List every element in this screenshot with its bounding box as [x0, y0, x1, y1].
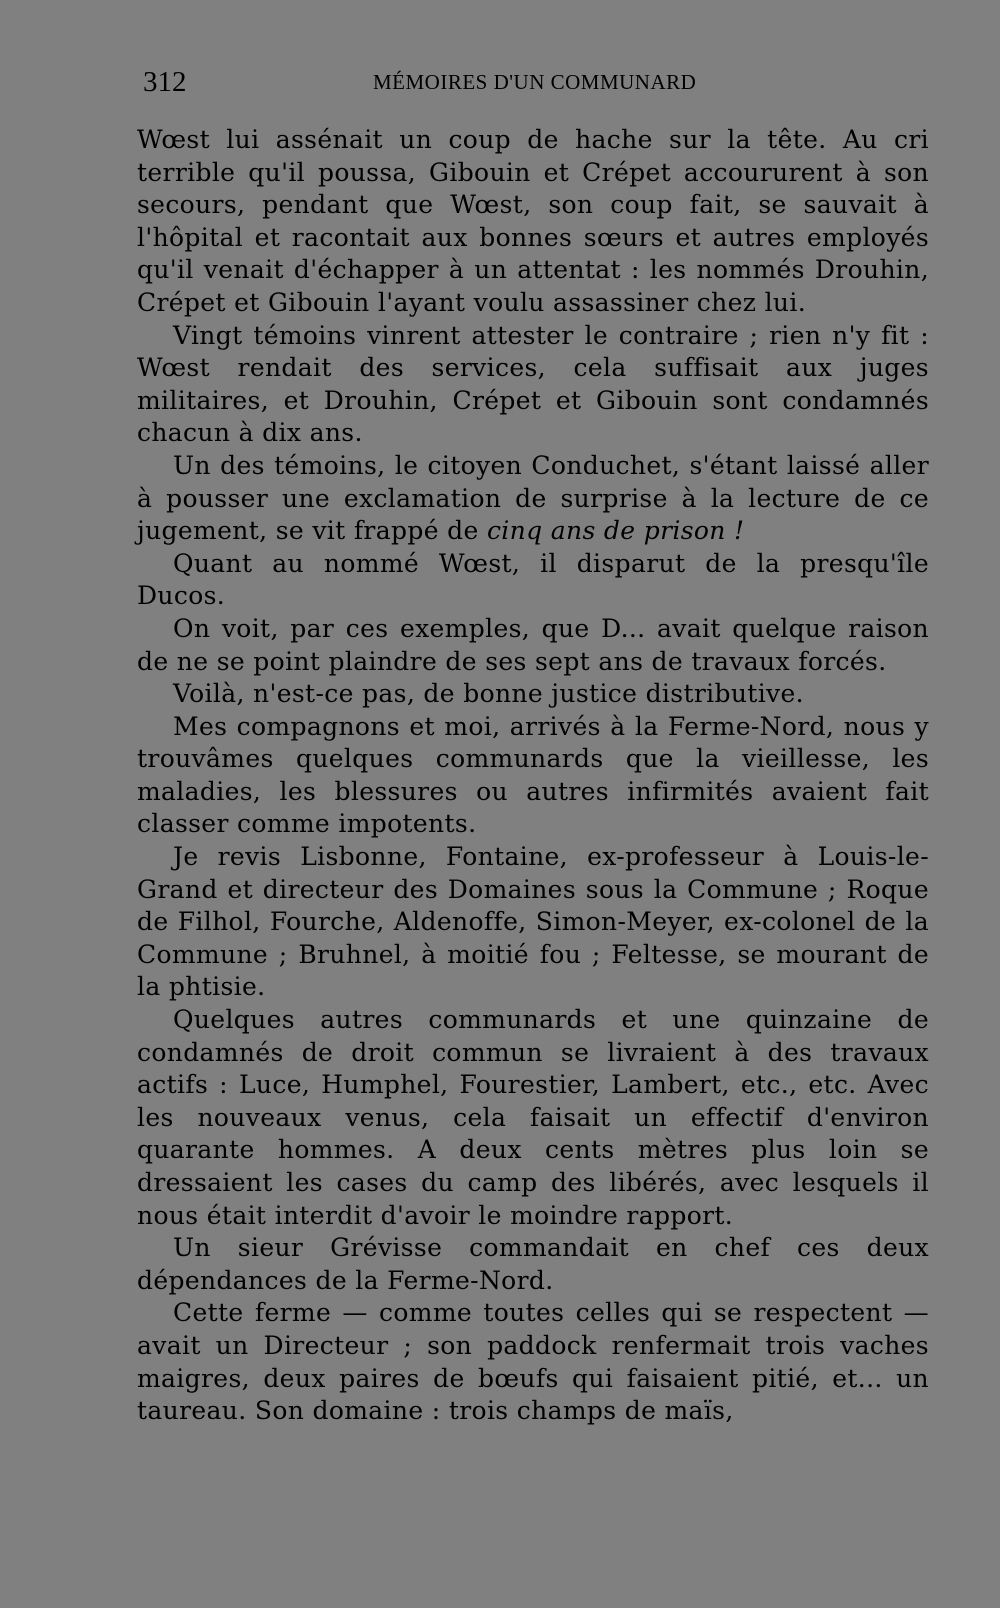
paragraph: Je revis Lisbonne, Fontaine, ex-professeur à Louis-le-Grand et directeur des Domaines sous la Commune ; Roque de Filhol, Fourche, Aldenoffe, Simon-Meyer, ex-colonel de la Commune ; Bruhnel, à moitié fou ; Feltesse, se mourant de la phtisie.	[137, 842, 929, 1002]
paragraph	[137, 450, 929, 548]
paragraph: Quant au nommé Wœst, il disparut de la presqu'île Ducos.	[137, 548, 929, 611]
italic-text: cinq ans de prison !	[486, 516, 745, 546]
page-number: 312	[143, 66, 187, 98]
running-title: MÉMOIRES D'UN COMMUNARD	[373, 70, 697, 94]
paragraph: Quelques autres communards et une quinzaine de condamnés de droit commun se livraient à des travaux actifs : Luce, Humphel, Fourestier, Lambert, etc., etc. Avec les nouveaux venus, cela faisait un effectif d'environ quarante hommes. A deux cents mètres plus loin se dressaient les cases du camp des libérés, avec lesquels il nous était interdit d'avoir le moindre rapport.	[137, 1005, 929, 1230]
paragraph: Wœst lui assénait un coup de hache sur la tête. Au cri terrible qu'il poussa, Gibouin et Crépet accoururent à son secours, pendant que Wœst, son coup fait, se sauvait à l'hôpital et racontait aux bonnes sœurs et autres employés qu'il venait d'échapper à un attentat : les nommés Drouhin, Crépet et Gibouin l'ayant voulu assassiner chez lui.	[137, 125, 929, 317]
paragraph: Cette ferme — comme toutes celles qui se respectent — avait un Directeur ; son paddock renfermait trois vaches maigres, deux paires de bœufs qui faisaient pitié, et... un taureau. Son domaine : trois champs de maïs,	[137, 1298, 929, 1426]
paragraph: Voilà, n'est-ce pas, de bonne justice distributive.	[173, 679, 804, 709]
paragraph-text: Un des témoins, le citoyen Conduchet, s'étant laissé aller à pousser une exclamation de surprise à la lecture de ce jugement, se vit frappé de	[137, 450, 929, 546]
page-header	[137, 60, 929, 104]
paragraph: Un sieur Grévisse commandait en chef ces deux dépendances de la Ferme-Nord.	[137, 1233, 929, 1295]
paragraph: Mes compagnons et moi, arrivés à la Ferme-Nord, nous y trouvâmes quelques communards que la vieillesse, les maladies, les blessures ou autres infirmités avaient fait classer comme impotents.	[137, 711, 929, 839]
body-text	[137, 124, 929, 1428]
paragraph: On voit, par ces exemples, que D... avait quelque raison de ne se point plaindre de ses sept ans de travaux forcés.	[137, 613, 929, 676]
book-page	[137, 60, 929, 1428]
paragraph: Vingt témoins vinrent attester le contraire ; rien n'y fit : Wœst rendait des services, cela suffisait aux juges militaires, et Drouhin, Crépet et Gibouin sont condamnés chacun à dix ans.	[137, 320, 929, 448]
